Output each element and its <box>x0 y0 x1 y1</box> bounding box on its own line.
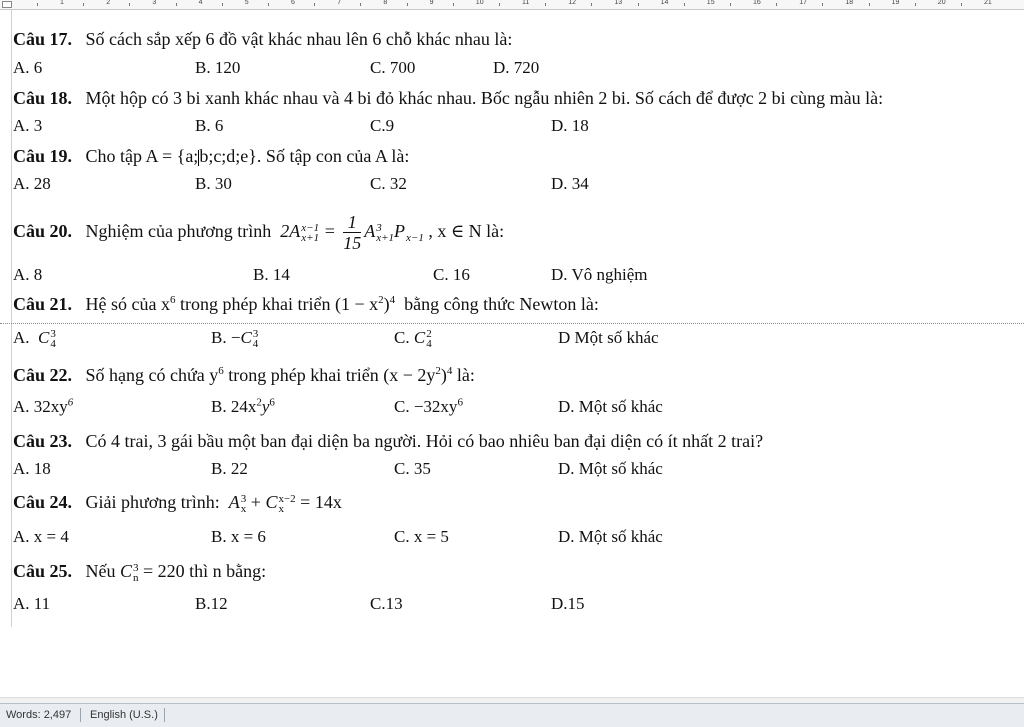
ruler-number: 6 <box>291 0 295 6</box>
ruler-number: 9 <box>429 0 434 6</box>
ruler-number: 12 <box>568 0 576 6</box>
question-21: Câu 21. Hệ só của $x^6$ trong phép khai triển $(1 - x^2)^4$ bằng công thức Newton là: <box>13 294 599 314</box>
q20-option-b[interactable]: B. 14 <box>253 265 290 284</box>
ruler-number: 17 <box>799 0 807 6</box>
status-bar <box>0 703 1024 727</box>
ruler-number: 15 <box>706 0 715 6</box>
word-count[interactable]: Words: 2,497 <box>6 709 72 721</box>
ruler-tick <box>407 3 408 6</box>
page-break-line <box>0 323 1024 324</box>
q18-option-b[interactable]: B. 6 <box>195 116 224 135</box>
ruler-number: 4 <box>198 0 203 6</box>
q20-option-c[interactable]: C. 16 <box>433 265 470 284</box>
q25-option-d[interactable]: D.15 <box>551 594 585 613</box>
ruler-margin-marker[interactable] <box>2 1 12 8</box>
q24-option-b[interactable]: B. x = 6 <box>211 527 266 546</box>
q23-option-d[interactable]: D. Một số khác <box>558 459 663 478</box>
q18-option-a[interactable]: A. 3 <box>13 116 43 135</box>
ruler-tick <box>453 3 454 6</box>
ruler-tick <box>545 3 546 6</box>
question-22: Câu 22. Số hạng có chứa $y^6$ trong phép khai triển $(x - 2y^2)^4$ là: <box>13 365 475 385</box>
ruler-tick <box>176 3 177 6</box>
question-25: Câu 25. Nếu C 3 n = 220 thì n bằng: <box>13 561 267 584</box>
q17-option-c[interactable]: C. 700 <box>370 58 416 77</box>
q19-option-d[interactable]: D. 34 <box>551 174 589 193</box>
question-19: Câu 19. Cho tập A = {a;b;c;d;e}. Số tập con của A là: <box>13 146 410 166</box>
ruler-tick <box>222 3 223 6</box>
ruler-tick <box>83 3 84 6</box>
ruler-number: 8 <box>383 0 388 6</box>
q18-option-c[interactable]: C.9 <box>370 116 395 135</box>
ruler-tick <box>638 3 639 6</box>
q23-option-c[interactable]: C. 35 <box>394 459 431 478</box>
ruler-number: 1 <box>60 0 64 6</box>
q17-option-a[interactable]: A. 6 <box>13 58 43 77</box>
q23-option-a[interactable]: A. 18 <box>13 459 51 478</box>
question-23: Câu 23. Có 4 trai, 3 gái bầu một ban đại diện ba người. Hỏi có bao nhiêu ban đại diện có ít nhất 2 trai? <box>13 431 764 451</box>
ruler-number: 7 <box>337 0 342 6</box>
q22-option-c[interactable]: C. $-32xy^6$ <box>394 396 463 416</box>
ruler-tick <box>591 3 592 6</box>
page-margin-line <box>11 10 12 627</box>
question-20: Câu 20. Nghiệm của phương trình 2A x−1 x+1 = $\frac{1}{15}$ A 3 x+1 P x−1 , x ∈ N là: <box>13 212 505 254</box>
q17-option-d[interactable]: D. 720 <box>493 58 540 77</box>
ruler-number: 10 <box>475 0 484 6</box>
q24-option-c[interactable]: C. x = 5 <box>394 527 449 546</box>
question-17: Câu 17. Số cách sắp xếp 6 đồ vật khác nhau lên 6 chỗ khác nhau là: <box>13 29 513 49</box>
q25-option-a[interactable]: A. 11 <box>13 594 51 613</box>
q22-option-d[interactable]: D. Một số khác <box>558 397 663 416</box>
ruler-number: 18 <box>845 0 854 6</box>
q25-option-c[interactable]: C.13 <box>370 594 403 613</box>
ruler-tick <box>129 3 130 6</box>
ruler-tick <box>822 3 823 6</box>
q17-option-b[interactable]: B. 120 <box>195 58 241 77</box>
ruler-number: 21 <box>984 0 992 6</box>
q22-option-b[interactable]: B. $24x^2y^6$ <box>211 396 275 416</box>
status-separator <box>164 708 165 722</box>
ruler-tick <box>869 3 870 6</box>
ruler-tick <box>499 3 500 6</box>
ruler-tick <box>915 3 916 6</box>
q21-option-b[interactable]: B. −C 3 4 <box>211 328 259 351</box>
q21-option-d[interactable]: D Một số khác <box>558 328 659 347</box>
horizontal-ruler[interactable] <box>0 0 1024 10</box>
q24-option-a[interactable]: A. x = 4 <box>13 527 69 546</box>
ruler-number: 2 <box>106 0 111 6</box>
ruler-number: 14 <box>660 0 669 6</box>
ruler-number: 13 <box>614 0 623 6</box>
question-18: Câu 18. Một hộp có 3 bi xanh khác nhau và 4 bi đỏ khác nhau. Bốc ngẫu nhiên 2 bi. Số cách để được 2 bi cùng màu là: <box>13 88 884 108</box>
ruler-tick <box>730 3 731 6</box>
q19-option-c[interactable]: C. 32 <box>370 174 407 193</box>
status-separator <box>80 708 81 722</box>
ruler-number: 11 <box>522 0 530 6</box>
q20-option-a[interactable]: A. 8 <box>13 265 43 284</box>
ruler-number: 20 <box>937 0 946 6</box>
q18-option-d[interactable]: D. 18 <box>551 116 589 135</box>
q21-option-c[interactable]: C. C 2 4 <box>394 328 432 351</box>
ruler-number: 16 <box>753 0 761 6</box>
question-24: Câu 24. Giải phương trình: A 3 x + C x−2 x = 14x <box>13 492 342 515</box>
ruler-tick <box>314 3 315 6</box>
q20-option-d[interactable]: D. Vô nghiệm <box>551 265 648 284</box>
q21-option-a[interactable]: A. C 3 4 <box>13 328 56 351</box>
ruler-tick <box>776 3 777 6</box>
ruler-tick <box>360 3 361 6</box>
equation-q20: 2A x−1 x+1 = $\frac{1}{15}$ A 3 x+1 P x−1 <box>275 212 424 254</box>
q19-option-b[interactable]: B. 30 <box>195 174 232 193</box>
ruler-number: 3 <box>152 0 157 6</box>
ruler-tick <box>37 3 38 6</box>
ruler-tick <box>961 3 962 6</box>
ruler-tick <box>684 3 685 6</box>
q19-option-a[interactable]: A. 28 <box>13 174 51 193</box>
q22-option-a[interactable]: A. $32xy^6$ <box>13 396 74 416</box>
ruler-tick <box>268 3 269 6</box>
language-indicator[interactable]: English (U.S.) <box>90 709 158 721</box>
q25-option-b[interactable]: B.12 <box>195 594 228 613</box>
ruler-number: 19 <box>891 0 900 6</box>
document-page[interactable] <box>0 10 1024 700</box>
q24-option-d[interactable]: D. Một số khác <box>558 527 663 546</box>
q23-option-b[interactable]: B. 22 <box>211 459 248 478</box>
ruler-number: 5 <box>244 0 249 6</box>
